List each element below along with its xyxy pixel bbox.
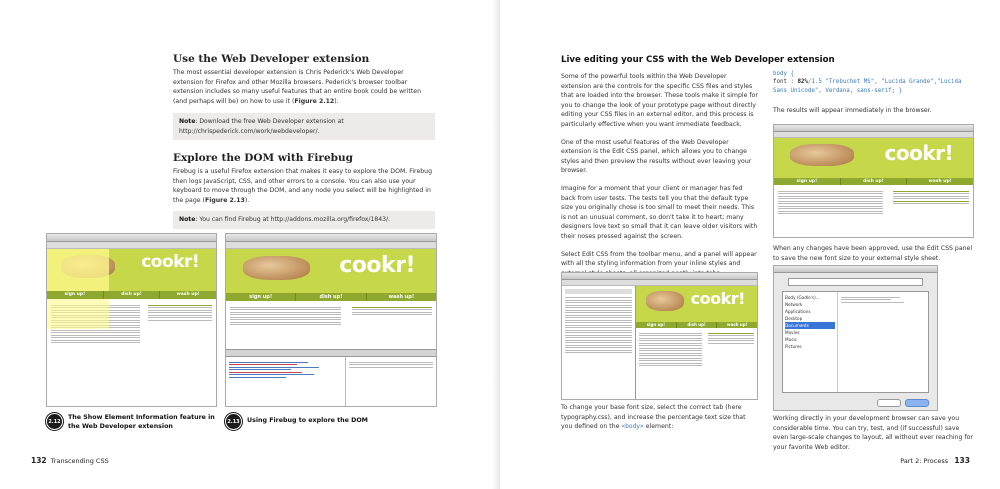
- nav-item: sign up!: [774, 178, 840, 185]
- filename-field: [788, 278, 923, 286]
- page-number: 133: [954, 456, 970, 465]
- sidebar-list: [783, 292, 838, 392]
- paragraph: The results will appear immediately in the browser.: [773, 107, 932, 114]
- site-nav: [774, 178, 973, 185]
- file-column: [838, 292, 928, 392]
- running-title: Transcending CSS: [50, 457, 109, 465]
- paragraph: Working directly in your development browser can save you considerable time. You can try, test, and (if successful) save even large-scale changes to layout, all without ever reaching for your favorite Web editor.: [773, 415, 973, 451]
- site-content: [47, 299, 216, 407]
- paragraph: Select Edit CSS from the toolbar menu, and a panel will appear with all the styling information from your inline styles and: [561, 250, 757, 268]
- section-heading: Use the Web Developer extension: [173, 53, 370, 65]
- nav-item: dish up!: [677, 322, 717, 328]
- nav-item: dish up!: [841, 178, 907, 185]
- save-dialog-screenshot: [773, 265, 938, 411]
- dom-tree: [226, 357, 346, 407]
- sidebar-item: Pictures: [785, 344, 802, 349]
- sidebar-item: Applications: [785, 309, 811, 314]
- site-content: [226, 301, 436, 349]
- note-box: Note: Download the free Web Developer extension at http://chrispederick.com/work/webdeveloper/.: [173, 113, 435, 140]
- site-logo: cookr!: [141, 252, 200, 273]
- note-box: Note: You can find Firebug at http://addons.mozilla.org/firefox/1843/.: [173, 211, 435, 228]
- site-content: [636, 328, 757, 400]
- cancel-button: [877, 399, 901, 407]
- sidebar-item: Movies: [785, 330, 800, 335]
- paragraph: When any changes have been approved, use the Edit CSS panel to save the new font size to your external style sheet.: [773, 245, 973, 262]
- section-body: Firebug is a useful Firefox extension that makes it easy to explore the DOM. Firebug then logs JavaScript, CSS, and other errors to a console. You can also use your keyboard to move through the DOM, and any node you select will be highlighted in the page (Figure 2.13).: [173, 168, 433, 204]
- site-header: [774, 138, 973, 178]
- file-browser: [782, 291, 929, 393]
- figure-number-badge: 2.13: [225, 413, 242, 430]
- figure-number-badge: 2.12: [46, 413, 63, 430]
- nav-item: sign up!: [47, 291, 103, 299]
- page-folio: [31, 456, 109, 465]
- site-content: [774, 185, 973, 238]
- save-button: [905, 399, 929, 407]
- page-number: 132: [31, 456, 47, 465]
- site-logo: cookr!: [339, 252, 415, 278]
- dialog-buttons: [782, 399, 929, 407]
- paragraph: Some of the powerful tools within the Web Developer extension are the controls for the specific CSS files and styles that are loaded into the browser. These tools make it simple for you to change the look of your prototype page without directly editing your CSS files in an external editor, and this process is particularly effective when you want immediate feedback.: [561, 73, 758, 128]
- paragraph: Imagine for a moment that your client or manager has fed back from user tests. The tests tell you that the default type size you originally chose is too small to meet their needs. This is not an unusual comment, so don't take it to heart; many designers love text so small that it can leave older visitors with their noses pressed against the screen.: [561, 184, 758, 240]
- code-sample: [773, 70, 973, 95]
- site-header: [226, 249, 436, 293]
- nav-item: wash up!: [717, 322, 757, 328]
- element-info-overlay: [47, 299, 109, 329]
- nav-item: sign up!: [226, 293, 295, 301]
- element-info-overlay: [47, 249, 109, 291]
- dialog-titlebar: [774, 266, 937, 273]
- site-nav: [47, 291, 216, 299]
- window-toolbar: [47, 242, 216, 249]
- sidebar-item: Body (Gadle's)...: [785, 295, 820, 300]
- results-screenshot: [773, 124, 974, 238]
- section-heading: Live editing your CSS with the Web Developer extension: [561, 55, 835, 65]
- paragraph: One of the most useful features of the Web Developer extension is the Edit CSS panel, which allows you to change styles and then preview the results without ever leaving your browser.: [561, 138, 752, 175]
- right-page: [500, 0, 1000, 489]
- figure-2-12-screenshot: [46, 233, 217, 407]
- sidebar-item: Music: [785, 337, 797, 342]
- sidebar-item: Documents: [785, 322, 835, 329]
- firebug-toolbar: [226, 349, 436, 357]
- section-body: The most essential developer extension is Chris Pederick's Web Developer extension for Firefox and other Mozilla browsers. Pederick's browser toolbar extension includes so many useful features that an entire book could be written (and perhaps will be) on how to use it (Figure 2.12).: [173, 69, 421, 105]
- section-web-developer: [173, 53, 435, 140]
- nav-item: dish up!: [104, 291, 160, 299]
- site-header: [636, 286, 757, 322]
- caption-text: Using Firebug to explore the DOM: [247, 417, 368, 424]
- edit-css-screenshot: [561, 272, 758, 400]
- nav-item: dish up!: [296, 293, 365, 301]
- window-body: [562, 286, 757, 399]
- figure-caption: [225, 413, 435, 430]
- bread-image: [646, 291, 685, 311]
- nav-item: wash up!: [367, 293, 436, 301]
- window-titlebar: [562, 273, 757, 280]
- style-pane: [346, 357, 436, 407]
- code-line: font : 82%/1.5 "Trebuchet MS", "Lucida Grande","Lucida Sans Unicode", Verdana, sans-serif; }: [773, 79, 962, 94]
- page-folio: [900, 456, 970, 465]
- site-logo: cookr!: [884, 141, 954, 166]
- firebug-panel: [226, 357, 436, 407]
- site-logo: cookr!: [690, 288, 745, 308]
- window-toolbar: [226, 242, 436, 249]
- sidebar-item: Desktop: [785, 316, 803, 321]
- section-firebug: [173, 152, 435, 229]
- sidebar-item: Network: [785, 302, 803, 307]
- edit-css-panel: [562, 286, 636, 399]
- running-title: Part 2: Process: [900, 457, 949, 465]
- window-titlebar: [47, 234, 216, 242]
- window-titlebar: [226, 234, 436, 242]
- nav-item: wash up!: [907, 178, 973, 185]
- left-column: [561, 72, 758, 278]
- figure-2-13-screenshot: [225, 233, 437, 407]
- window-titlebar: [774, 125, 973, 132]
- paragraph: To change your base font size, select the correct tab (here typography.css), and increase the percentage text size that you defined on the <body> element:: [561, 404, 746, 431]
- caption-text: The Show Element Information feature in the Web Developer extension: [68, 414, 215, 430]
- nav-item: sign up!: [636, 322, 676, 328]
- bread-image: [790, 144, 854, 166]
- figure-caption: [46, 413, 216, 431]
- site-nav: [226, 293, 436, 301]
- site-header: [47, 249, 216, 291]
- bread-image: [243, 256, 310, 280]
- nav-item: wash up!: [160, 291, 216, 299]
- browser-viewport: [636, 286, 757, 399]
- code-line: body {: [773, 71, 794, 77]
- section-heading: Explore the DOM with Firebug: [173, 152, 353, 164]
